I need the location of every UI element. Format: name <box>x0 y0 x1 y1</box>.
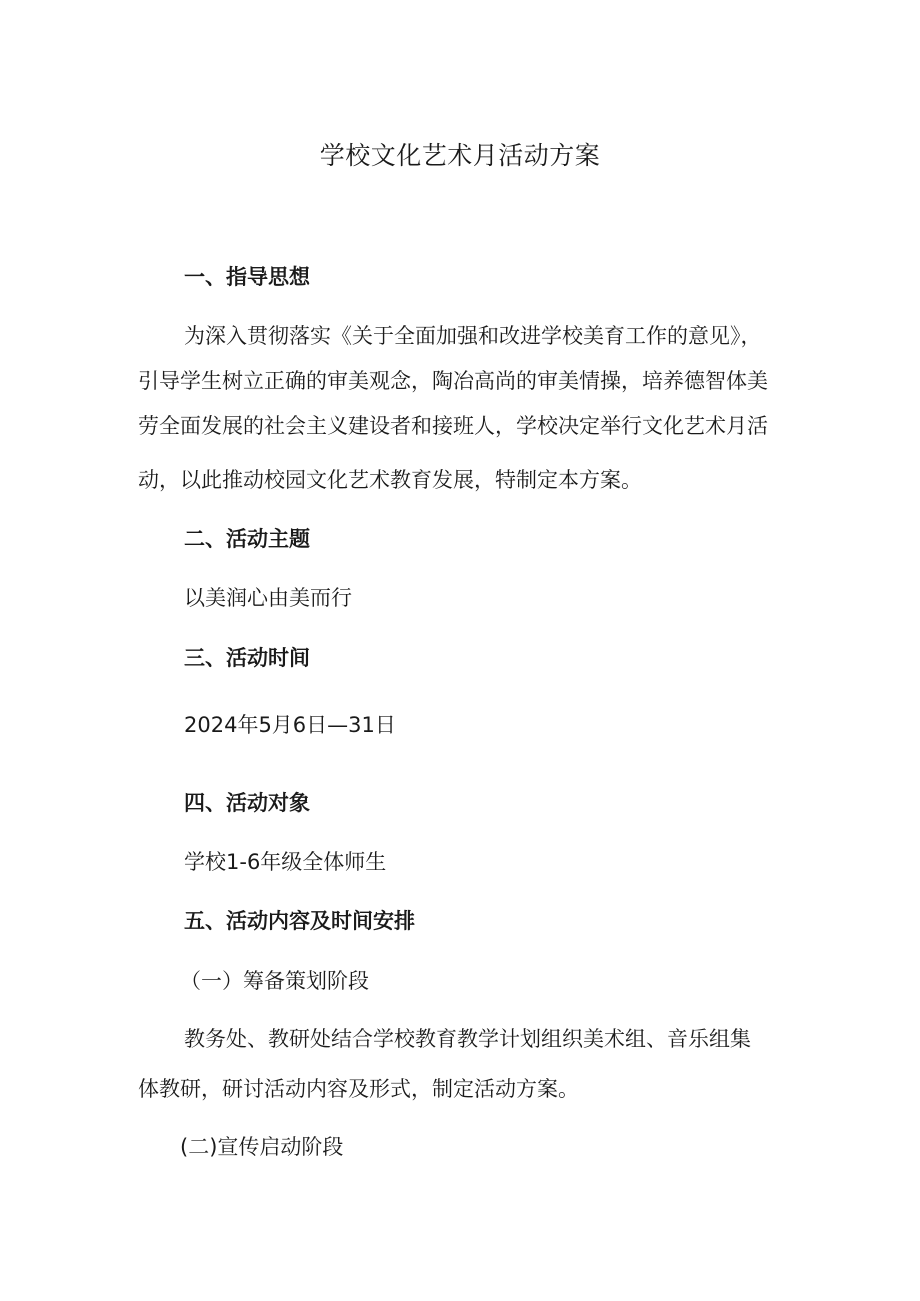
document-title: 学校文化艺术月活动方案 <box>319 141 601 170</box>
section-heading-theme: 二、活动主题 <box>184 527 310 551</box>
subsection-heading-planning: （一）筹备策划阶段 <box>180 969 369 993</box>
theme-text: 以美润心由美而行 <box>184 586 352 610</box>
paragraph-line: 动，以此推动校园文化艺术教育发展，特制定本方案。 <box>138 468 642 492</box>
paragraph-line: 教务处、教研处结合学校教育教学计划组织美术组、音乐组集 <box>184 1027 751 1051</box>
paragraph-line: 体教研，研讨活动内容及形式，制定活动方案。 <box>138 1077 579 1101</box>
paragraph-line: 劳全面发展的社会主义建设者和接班人，学校决定举行文化艺术月活 <box>138 414 768 438</box>
paragraph-line: 为深入贯彻落实《关于全面加强和改进学校美育工作的意见》， <box>184 324 762 348</box>
section-heading-guiding-ideology: 一、指导思想 <box>184 265 310 289</box>
time-text: 2024年5月6日—31日 <box>184 713 396 737</box>
section-heading-content-schedule: 五、活动内容及时间安排 <box>184 909 415 933</box>
participants-text: 学校1-6年级全体师生 <box>184 850 387 874</box>
section-heading-participants: 四、活动对象 <box>184 791 310 815</box>
subsection-heading-publicity: (二)宣传启动阶段 <box>180 1135 344 1159</box>
section-heading-time: 三、活动时间 <box>184 646 310 670</box>
paragraph-line: 引导学生树立正确的审美观念，陶冶高尚的审美情操，培养德智体美 <box>138 369 768 393</box>
